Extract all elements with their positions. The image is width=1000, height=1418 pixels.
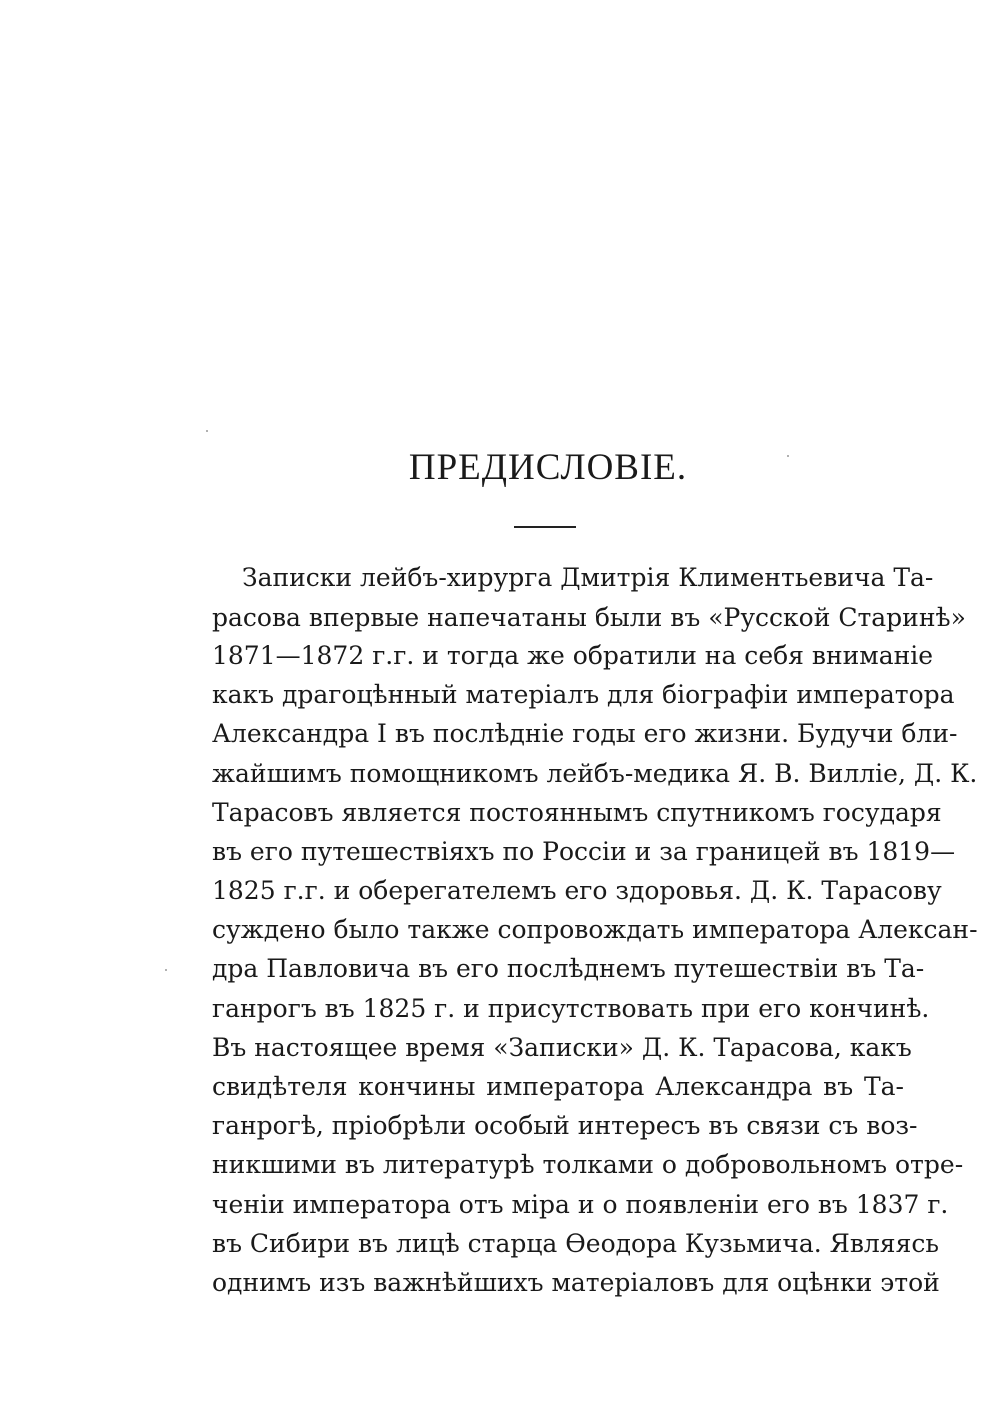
text-line: суждено было также сопровождать императора Алексан- <box>212 915 978 944</box>
text-line: дра Павловича въ его послѣднемъ путешествіи въ Та- <box>212 954 925 983</box>
text-line: 1871—1872 г.г. и тогда же обратили на себя вниманіе <box>212 641 934 670</box>
text-line: въ его путешествіяхъ по Россіи и за границей въ 1819— <box>212 837 956 866</box>
text-line: расова впервые напечатаны были въ «Русской Старинѣ» <box>212 603 966 632</box>
text-line: Александра I въ послѣдніе годы его жизни. Будучи бли- <box>212 719 958 748</box>
text-line: въ Сибири въ лицѣ старца Ѳеодора Кузьмича. Являясь <box>212 1229 939 1258</box>
text-line: ченіи императора отъ міра и о появленіи его въ 1837 г. <box>212 1190 949 1219</box>
text-line: свидѣтеля кончины императора Александра въ Та- <box>212 1072 904 1101</box>
text-line: никшими въ литературѣ толками о добровольномъ отре- <box>212 1150 964 1179</box>
text-line: 1825 г.г. и оберегателемъ его здоровья. Д. К. Тарасову <box>212 876 942 905</box>
text-line: какъ драгоцѣнный матеріалъ для біографіи императора <box>212 680 955 709</box>
text-line: Въ настоящее время «Записки» Д. К. Тарасова, какъ <box>212 1033 912 1062</box>
text-line: Тарасовъ является постояннымъ спутникомъ государя <box>212 798 942 827</box>
preface-heading: ПРЕДИСЛОВІЕ. <box>408 447 688 488</box>
text-line: ганрогъ въ 1825 г. и присутствовать при его кончинѣ. <box>212 994 930 1023</box>
text-line: ганрогѣ, пріобрѣли особый интересъ въ связи съ воз- <box>212 1111 918 1140</box>
text-line: Записки лейбъ-хирурга Дмитрія Климентьевича Та- <box>242 563 934 592</box>
text-line: жайшимъ помощникомъ лейбъ-медика Я. В. Вилліе, Д. К. <box>212 759 978 788</box>
text-line: однимъ изъ важнѣйшихъ матеріаловъ для оцѣнки этой <box>212 1268 940 1297</box>
